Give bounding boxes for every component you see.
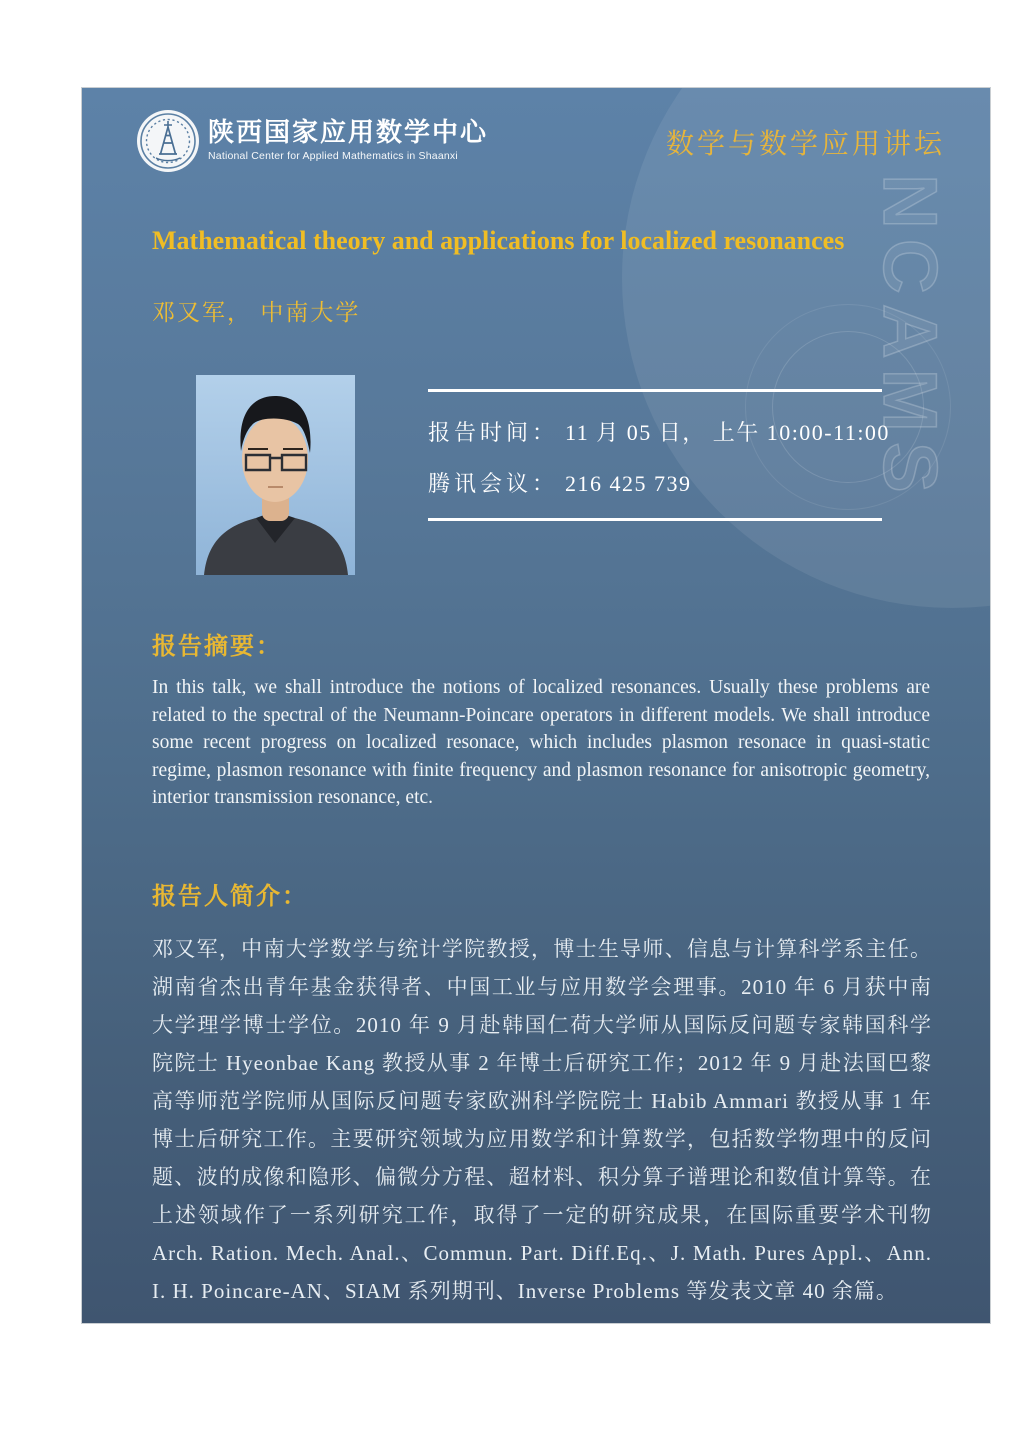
abstract-body: In this talk, we shall introduce the notions of localized resonances. Usually these problems are related to the spectral of the Neumann-Poincare operators in different models. We shall introduce some recent progress on localized resonace, which includes plasmon resonace in quasi-static regime, plasmon resonance with finite frequency and plasmon resonance for anisotropic geometry, interior transmission resonance, etc. <box>152 677 930 808</box>
speaker-photo <box>196 375 355 575</box>
talk-title: Mathematical theory and applications for localized resonances <box>152 226 845 255</box>
abstract-heading: 报告摘要： <box>152 633 282 660</box>
talk-time-label: 报告时间： <box>428 420 559 445</box>
talk-info-block <box>428 389 890 521</box>
bio-body: 邓又军，中南大学数学与统计学院教授，博士生导师、信息与计算科学系主任。湖南省杰出青年基金获得者、中国工业与应用数学会理事。2010 年 6 月获中南大学理学博士学位。2010 年 9 月赴韩国仁荷大学师从国际反问题专家韩国科学院院士 Hyeonbae Kang 教授从事 2 年博士后研究工作；2012 年 9 月赴法国巴黎高等师范学院师从国际反问题专家欧洲科学院院士 Habib Ammari 教授从事 1 年博士后研究工作。主要研究领域为应用数学和计算数学，包括数学物理中的反问题、波的成像和隐形、偏微分方程、超材料、积分算子谱理论和数值计算等。在上述领域作了一系列研究工作，取得了一定的研究成果，在国际重要学术刊物 Arch. Ration. Mech. Anal.、Commun. Part. Diff.Eq.、J. Math. Pures Appl.、Ann. I. H. Poincare-AN、SIAM 系列期刊、Inverse Problems 等发表文章 40 余篇。 <box>152 937 932 1303</box>
organization-name <box>208 118 488 162</box>
lecture-series-title: 数学与数学应用讲坛 <box>665 128 945 159</box>
meeting-id-value: 216 425 739 <box>565 471 692 496</box>
bio-heading: 报告人简介： <box>152 883 308 910</box>
meeting-id-label: 腾讯会议： <box>428 471 559 496</box>
speaker-affiliation: 邓又军， 中南大学 <box>152 299 361 325</box>
talk-time-value: 11 月 05 日， 上午 10:00-11:00 <box>565 420 890 445</box>
meeting-id <box>428 467 882 498</box>
seminar-poster <box>82 88 990 1323</box>
talk-time <box>428 416 890 447</box>
ncams-logo-icon <box>137 110 199 172</box>
organization-name-cn: 陕西国家应用数学中心 <box>208 117 489 147</box>
ncams-watermark: NCAMS <box>867 174 952 503</box>
organization-name-en: National Center for Applied Mathematics in Shaanxi <box>208 149 458 162</box>
